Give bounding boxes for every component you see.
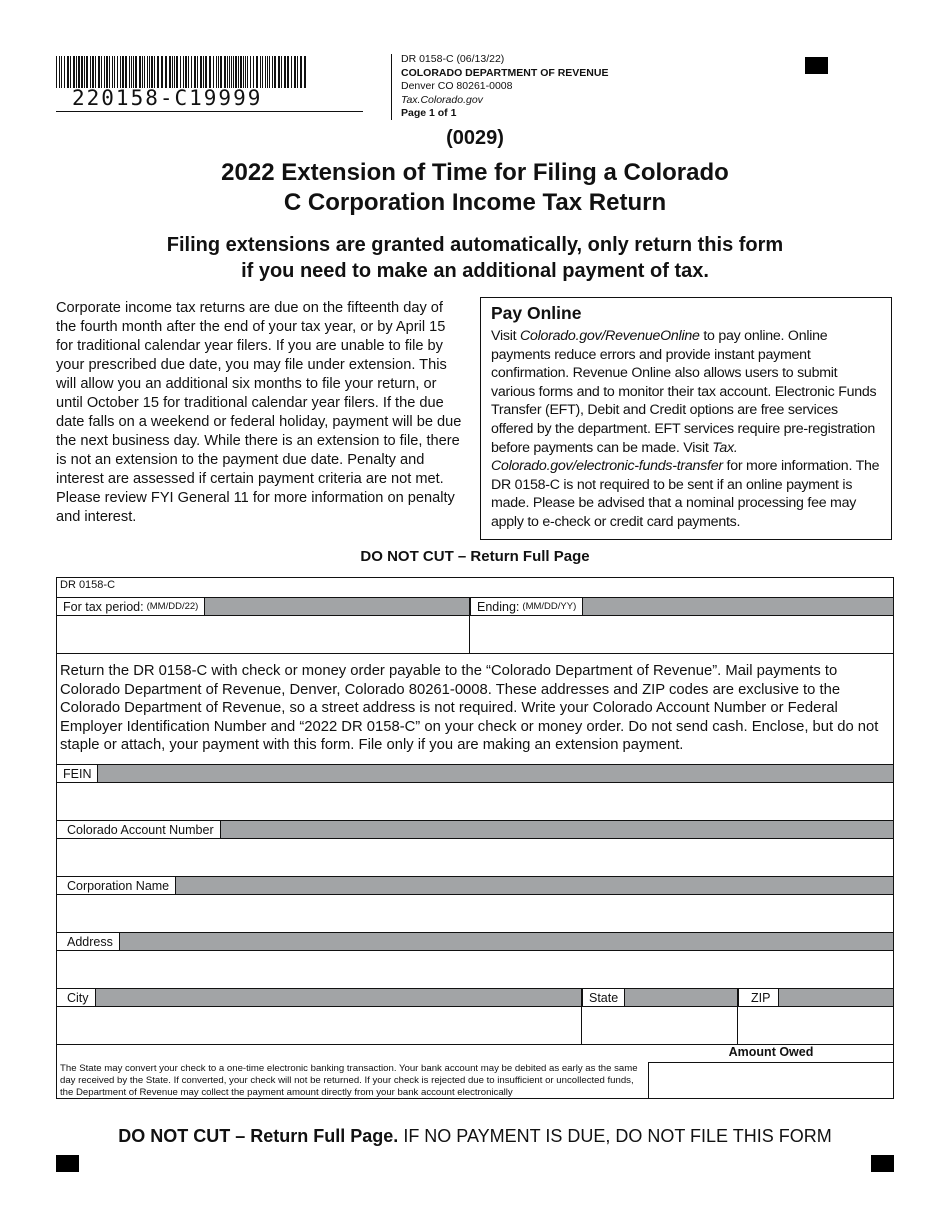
amount-owed-label: Amount Owed xyxy=(728,1045,814,1059)
title-line-2: C Corporation Income Tax Return xyxy=(283,189,667,216)
account-header-row xyxy=(57,821,893,838)
pay-text-1: Visit xyxy=(491,328,520,344)
state-label: State xyxy=(582,989,625,1006)
corporation-name-label: Corporation Name xyxy=(57,877,176,894)
department-address: Denver CO 80261-0008 xyxy=(401,80,513,92)
pay-online-box xyxy=(480,297,892,540)
eft-link[interactable]: Tax. Colorado.gov/electronic-funds-transfer xyxy=(491,439,738,475)
footer-normal: IF NO PAYMENT IS DUE, DO NOT FILE THIS FORM xyxy=(398,1126,832,1146)
barcode-image xyxy=(56,56,310,88)
form-number: DR 0158-C (06/13/22) xyxy=(401,53,505,65)
city-input[interactable] xyxy=(57,1007,581,1044)
footer-notice xyxy=(0,1126,950,1147)
fein-input[interactable] xyxy=(57,783,893,820)
voucher-form-id: DR 0158-C xyxy=(60,579,116,591)
corp-name-header-row xyxy=(57,877,893,894)
tax-period-end-input[interactable] xyxy=(470,616,893,653)
tax-period-start-input[interactable] xyxy=(57,616,469,653)
department-website: Tax.Colorado.gov xyxy=(401,93,483,106)
tax-period-label: For tax period: (MM/DD/22) xyxy=(57,598,205,615)
fein-header-row xyxy=(57,765,893,782)
ending-label: Ending: (MM/DD/YY) xyxy=(470,598,583,615)
page-title xyxy=(0,158,950,218)
subtitle-line-2: if you need to make an additional payment of tax. xyxy=(241,260,709,282)
pay-online-body xyxy=(491,327,881,532)
address-label: Address xyxy=(57,933,120,950)
state-input[interactable] xyxy=(582,1007,737,1044)
form-code: (0029) xyxy=(446,127,504,149)
tax-period-header-row xyxy=(57,598,893,615)
registration-mark-top-right xyxy=(805,57,828,74)
barcode-number: 220158-C19999 xyxy=(72,86,263,110)
footer-bold: DO NOT CUT – Return Full Page. xyxy=(118,1126,399,1146)
zip-label: ZIP xyxy=(738,989,779,1006)
account-number-input[interactable] xyxy=(57,839,893,876)
city-label: City xyxy=(57,989,96,1006)
title-line-1: 2022 Extension of Time for Filing a Colorado xyxy=(221,159,729,186)
city-state-zip-header-row xyxy=(57,989,893,1006)
do-not-cut-notice: DO NOT CUT – Return Full Page xyxy=(360,548,590,565)
intro-paragraph: Corporate income tax returns are due on the fifteenth day of the fourth month after the end of your tax year, or by April 15 for traditional calendar year filers. If you are unable to file by your prescribed due date, you may file under extension. This will allow you an additional six months to file your return, or until October 15 for traditional calendar year filers. If the due date falls on a weekend or federal holiday, payment will be due the next business day. While there is an extension to file, there is not an extension to the payment due date. Penalty and interest are assessed if certain payment criteria are not met. Please review FYI General 11 for more information on penalty and interest. xyxy=(56,300,462,525)
electronic-conversion-disclaimer: The State may convert your check to a one-time electronic banking transaction. Your bank account may be debited as early as the same day received by the State. If converted, your check will not be returned. If your check is rejected due to insufficient or uncollected funds, the Department of Revenue may collect the payment amount directly from your bank account electronically xyxy=(60,1063,638,1098)
header-info xyxy=(401,53,608,121)
header-divider xyxy=(391,54,392,120)
account-number-label: Colorado Account Number xyxy=(57,821,221,838)
fein-label: FEIN xyxy=(57,765,98,782)
zip-input[interactable] xyxy=(738,1007,893,1044)
address-header-row xyxy=(57,933,893,950)
page-subtitle xyxy=(0,232,950,284)
department-name: COLORADO DEPARTMENT OF REVENUE xyxy=(401,66,609,79)
address-input[interactable] xyxy=(57,951,893,988)
page-number: Page 1 of 1 xyxy=(401,107,457,119)
mailing-instructions: Return the DR 0158-C with check or money order payable to the “Colorado Department of Revenue”. Mail payments to Colorado Department of Revenue, Denver, Colorado 80261-0008. These addresses and ZIP codes are exclusive to the Colorado Department of Revenue, so a street address is not required. Write your Colorado Account Number or Federal Employer Identification Number and “2022 DR 0158-C” on your check or money order. Do not send cash. Enclose, but do not staple or attach, your payment with this form. File only if you are making an extension payment. xyxy=(60,663,879,754)
revenue-online-link[interactable]: Colorado.gov/RevenueOnline xyxy=(520,328,700,344)
registration-mark-bottom-left xyxy=(56,1155,79,1172)
amount-owed-input[interactable] xyxy=(649,1063,893,1098)
subtitle-line-1: Filing extensions are granted automatically, only return this form xyxy=(166,234,784,256)
barcode-underline xyxy=(56,111,363,112)
pay-text-2: to pay online. Online payments reduce errors and provide instant payment confirmation. Revenue Online also allows users to submit various forms and to monitor their tax account. Electronic Funds Transfer (EFT), Debit and Credit options are free services offered by the department. EFT services require pre-registration before payments can be made. Visit xyxy=(491,328,877,456)
pay-text-3: for more information. The DR 0158-C is not required to be sent if an online payment is made. Please be advised that a nominal processing fee may apply to e-check or credit card payments. xyxy=(491,458,880,530)
payment-voucher xyxy=(56,577,894,1099)
registration-mark-bottom-right xyxy=(871,1155,894,1172)
corporation-name-input[interactable] xyxy=(57,895,893,932)
pay-online-heading: Pay Online xyxy=(491,303,582,323)
